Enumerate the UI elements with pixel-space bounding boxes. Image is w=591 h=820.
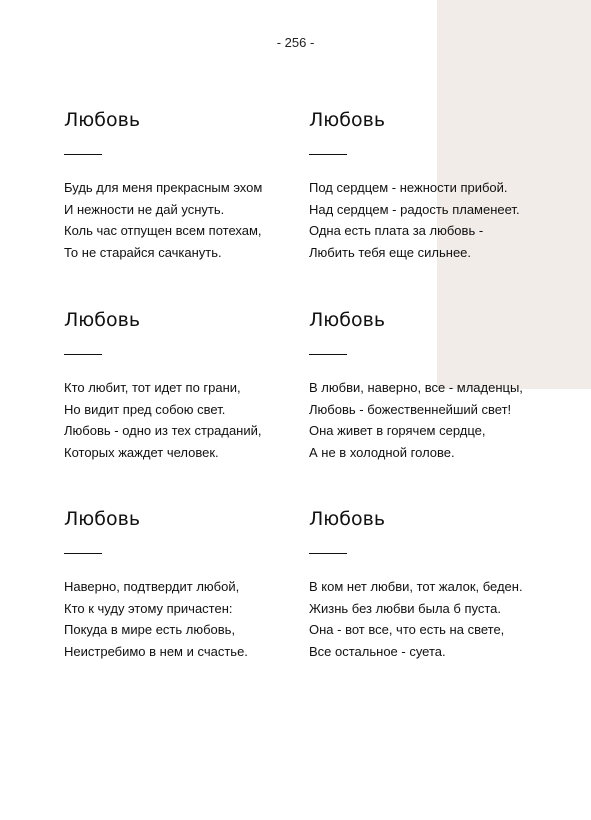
poem-line: И нежности не дай уснуть. (64, 201, 225, 217)
poem-line: Которых жаждет человек. (64, 444, 219, 460)
poem-line: Любовь - божественнейший свет! (309, 401, 512, 417)
poem-line: Любовь - одно из тех страданий, (64, 423, 262, 438)
poem-title: Любовь (309, 109, 386, 131)
poem-title: Любовь (64, 508, 141, 530)
poem-line: Жизнь без любви была б пуста. (309, 600, 501, 616)
poem-block (64, 108, 304, 263)
poem-line: Одна есть плата за любовь - (309, 223, 484, 238)
poem-stanza (309, 377, 549, 463)
poem-block (309, 108, 549, 263)
poem-stanza (309, 177, 549, 263)
poem-line: Наверно, подтвердит любой, (64, 579, 240, 594)
title-divider (64, 354, 102, 355)
poem-line: В ком нет любви, тот жалок, беден. (309, 579, 523, 594)
poem-stanza (64, 377, 304, 463)
title-divider (64, 553, 102, 554)
poem-block (64, 308, 304, 463)
poem-stanza (309, 576, 549, 662)
poem-line: Над сердцем - радость пламенеет. (309, 201, 520, 217)
poem-title: Любовь (64, 109, 141, 131)
poem-line: Неистребимо в нем и счастье. (64, 643, 248, 659)
poem-stanza (64, 177, 304, 263)
poem-line: То не старайся сачкануть. (64, 244, 222, 260)
poem-line: Кто к чуду этому причастен: (64, 600, 233, 616)
poem-line: Любить тебя еще сильнее. (309, 244, 472, 260)
title-divider (309, 354, 347, 355)
poem-line: Она живет в горячем сердце, (309, 423, 486, 438)
title-divider (64, 154, 102, 155)
poem-line: Под сердцем - нежности прибой. (309, 180, 508, 195)
poem-line: Покуда в мире есть любовь, (64, 622, 236, 637)
poem-stanza (64, 576, 304, 662)
poem-title: Любовь (309, 508, 386, 530)
poem-line: Кто любит, тот идет по грани, (64, 380, 241, 395)
poem-line: В любви, наверно, все - младенцы, (309, 380, 523, 395)
poem-line: Но видит пред собою свет. (64, 401, 226, 417)
poem-line: Она - вот все, что есть на свете, (309, 622, 505, 637)
poem-block (309, 308, 549, 463)
poem-block (64, 507, 304, 662)
title-divider (309, 154, 347, 155)
poem-line: Все остальное - суета. (309, 643, 446, 659)
poem-line: Коль час отпущен всем потехам, (64, 223, 262, 238)
poem-title: Любовь (309, 309, 386, 331)
poem-block (309, 507, 549, 662)
poem-title: Любовь (64, 309, 141, 331)
poem-line: Будь для меня прекрасным эхом (64, 180, 263, 195)
title-divider (309, 553, 347, 554)
page-number: - 256 - (276, 35, 315, 50)
poem-line: А не в холодной голове. (309, 444, 455, 460)
